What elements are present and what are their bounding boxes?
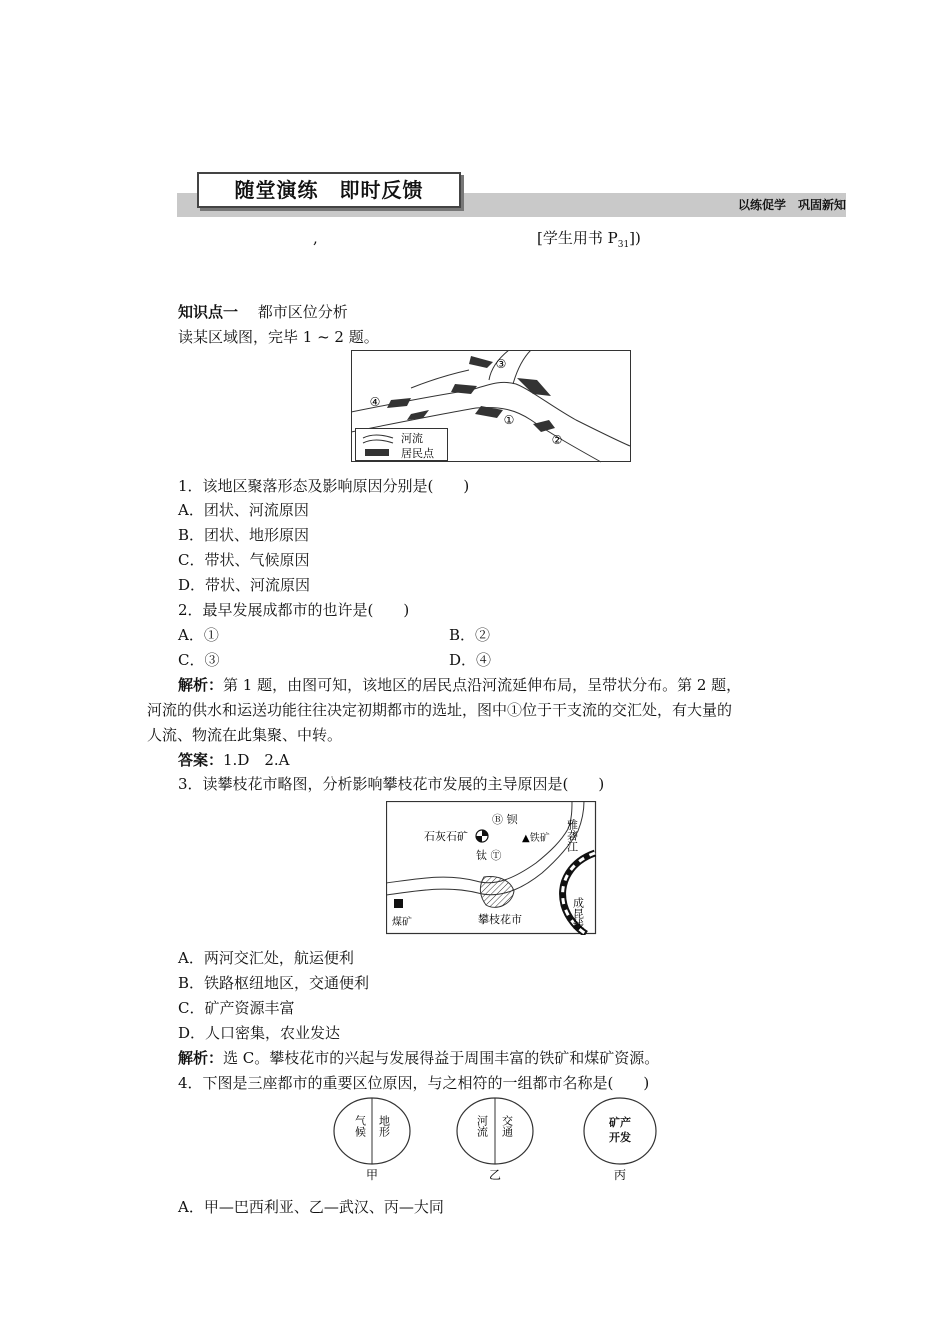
book-reference: [学生用书 $P_{31}$]): [537, 229, 641, 250]
question-2-option-a: A．①: [178, 626, 219, 644]
question-2-option-d: D．④: [449, 651, 492, 669]
stray-comma: ,: [313, 229, 318, 247]
question-1-option-c: C．带状、气候原因: [178, 551, 310, 569]
section-title: 随堂演练 即时反馈: [197, 172, 461, 208]
railway-label: 成昆线: [571, 897, 585, 930]
circle-bing-center: 矿产开发: [609, 1116, 631, 1144]
map-label-2: ②: [551, 433, 563, 447]
caption-jia: 甲: [365, 1168, 379, 1182]
panzhihua-map: [386, 801, 597, 939]
coal-label: 煤矿: [392, 917, 412, 928]
limestone-label: 石灰石矿: [424, 830, 468, 843]
circle-jia-right: 地形: [377, 1115, 391, 1137]
analysis-1-line-3: 人流、物流在此集聚、中转。: [147, 726, 343, 744]
map-label-4: ④: [369, 395, 381, 409]
question-2-option-c: C．③: [178, 651, 220, 669]
intro-text: 读某区域图，完毕 1 ~ 2 题。: [178, 328, 379, 346]
river-settlement-map: [351, 350, 632, 467]
knowledge-point-heading: 知识点一 都市区位分析: [178, 303, 348, 321]
question-3-option-b: B．铁路枢纽地区，交通便利: [178, 974, 370, 992]
iron-label: ▲铁矿: [522, 833, 550, 844]
circle-yi-right: 交通: [500, 1115, 514, 1137]
titanium-label: 钛 Ⓣ: [476, 849, 502, 862]
question-1-option-b: B．团状、地形原因: [178, 526, 310, 544]
analysis-1-line-1: 解析：第 1 题，由图可知，该地区的居民点沿河流延伸布局，呈带状分布。第 2 题，: [178, 676, 742, 694]
analysis-1-line-2: 河流的供水和运送功能往往决定初期都市的选址，图中①位于干支流的交汇处，有大量的: [147, 701, 733, 719]
circle-yi-left: 河流: [475, 1115, 489, 1137]
question-3-stem: 3．读攀枝花市略图，分析影响攀枝花市发展的主导原因是( ): [178, 775, 605, 793]
answer-1: 答案：1.D 2.A: [178, 751, 290, 769]
caption-yi: 乙: [488, 1168, 502, 1182]
question-2-stem: 2．最早发展成都市的也许是( ): [178, 601, 410, 619]
map-label-3: ③: [495, 357, 507, 371]
question-4-option-a: A．甲—巴西利亚、乙—武汉、丙—大同: [178, 1198, 444, 1216]
question-3-option-d: D．人口密集，农业发达: [178, 1024, 341, 1042]
yalong-river-label: 雅砻江: [565, 819, 579, 852]
question-1-option-a: A．团状、河流原因: [178, 501, 309, 519]
legend-river: 河流: [401, 432, 423, 445]
caption-bing: 丙: [613, 1168, 627, 1182]
analysis-3: 解析：选 C。攀枝花市的兴起与发展得益于周围丰富的铁矿和煤矿资源。: [178, 1049, 660, 1067]
question-3-option-c: C．矿产资源丰富: [178, 999, 295, 1017]
city-label: 攀枝花市: [478, 913, 522, 926]
question-3-option-a: A．两河交汇处，航运便利: [178, 949, 354, 967]
section-tagline: 以练促学 巩固新知: [737, 198, 846, 212]
map-label-1: ①: [503, 413, 515, 427]
question-2-option-b: B．②: [449, 626, 491, 644]
question-1-option-d: D．带状、河流原因: [178, 576, 311, 594]
vanadium-label: Ⓑ 钡: [492, 813, 518, 826]
question-1-stem: 1．该地区聚落形态及影响原因分别是( ): [178, 477, 470, 495]
question-4-stem: 4．下图是三座都市的重要区位原因，与之相符的一组都市名称是( ): [178, 1074, 650, 1092]
circle-jia-left: 气候: [353, 1115, 367, 1137]
location-factor-circles: [330, 1095, 670, 1189]
legend-settlement: 居民点: [401, 447, 434, 460]
